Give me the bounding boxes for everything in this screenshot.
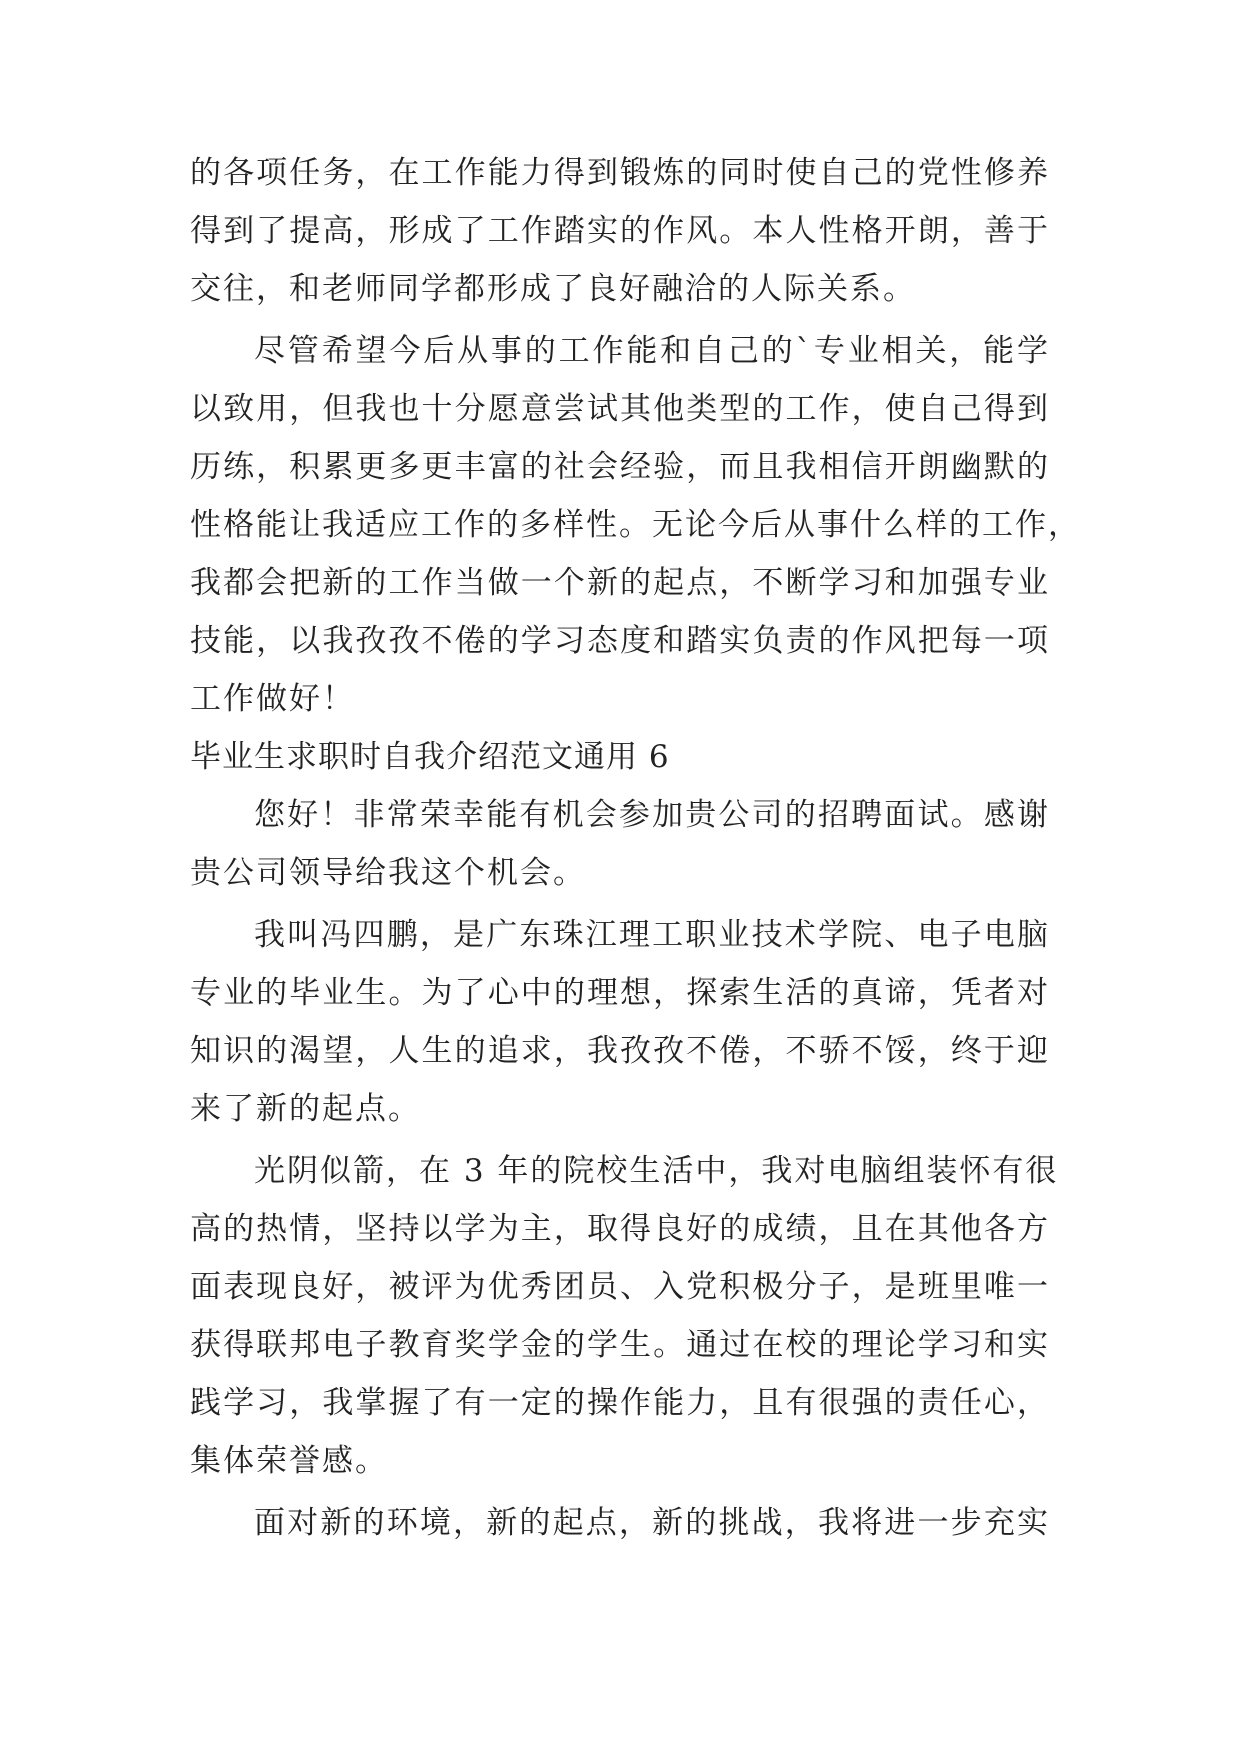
- text-line: 历练，积累更多更丰富的社会经验，而且我相信开朗幽默的: [190, 449, 1050, 485]
- text-line: 来了新的起点。: [190, 1091, 421, 1127]
- text-line: 性格能让我适应工作的多样性。无论今后从事什么样的工作，: [190, 507, 1081, 543]
- text-line: 集体荣誉感。: [190, 1443, 388, 1479]
- text-line: 高的热情，坚持以学为主，取得良好的成绩，且在其他各方: [190, 1211, 1050, 1247]
- text-line: 得到了提高，形成了工作踏实的作风。本人性格开朗，善于: [190, 213, 1050, 249]
- text-line: 知识的渴望，人生的追求，我孜孜不倦，不骄不馁，终于迎: [190, 1033, 1050, 1069]
- text-line: 交往，和老师同学都形成了良好融洽的人际关系。: [190, 271, 916, 307]
- text-line: 获得联邦电子教育奖学金的学生。通过在校的理论学习和实: [190, 1327, 1050, 1363]
- text-line: 面对新的环境，新的起点，新的挑战，我将进一步充实: [254, 1505, 1050, 1541]
- text-line: 您好！非常荣幸能有机会参加贵公司的招聘面试。感谢: [254, 797, 1050, 833]
- text-line: 贵公司领导给我这个机会。: [190, 855, 586, 891]
- text-line: 我叫冯四鹏，是广东珠江理工职业技术学院、电子电脑: [254, 917, 1050, 953]
- text-line: 光阴似箭，在 3 年的院校生活中，我对电脑组装怀有很: [254, 1153, 1059, 1189]
- text-line: 践学习，我掌握了有一定的操作能力，且有很强的责任心，: [190, 1385, 1050, 1421]
- text-line: 的各项任务，在工作能力得到锻炼的同时使自己的党性修养: [190, 155, 1050, 191]
- text-line: 技能，以我孜孜不倦的学习态度和踏实负责的作风把每一项: [190, 623, 1050, 659]
- text-line: 尽管希望今后从事的工作能和自己的`专业相关，能学: [254, 333, 1050, 369]
- text-line: 我都会把新的工作当做一个新的起点，不断学习和加强专业: [190, 565, 1050, 601]
- text-line: 面表现良好，被评为优秀团员、入党积极分子，是班里唯一: [190, 1269, 1050, 1305]
- text-line: 以致用，但我也十分愿意尝试其他类型的工作，使自己得到: [190, 391, 1050, 427]
- text-line: 工作做好！: [190, 681, 355, 717]
- text-line: 专业的毕业生。为了心中的理想，探索生活的真谛，凭者对: [190, 975, 1050, 1011]
- section-heading: 毕业生求职时自我介绍范文通用 6: [190, 739, 670, 775]
